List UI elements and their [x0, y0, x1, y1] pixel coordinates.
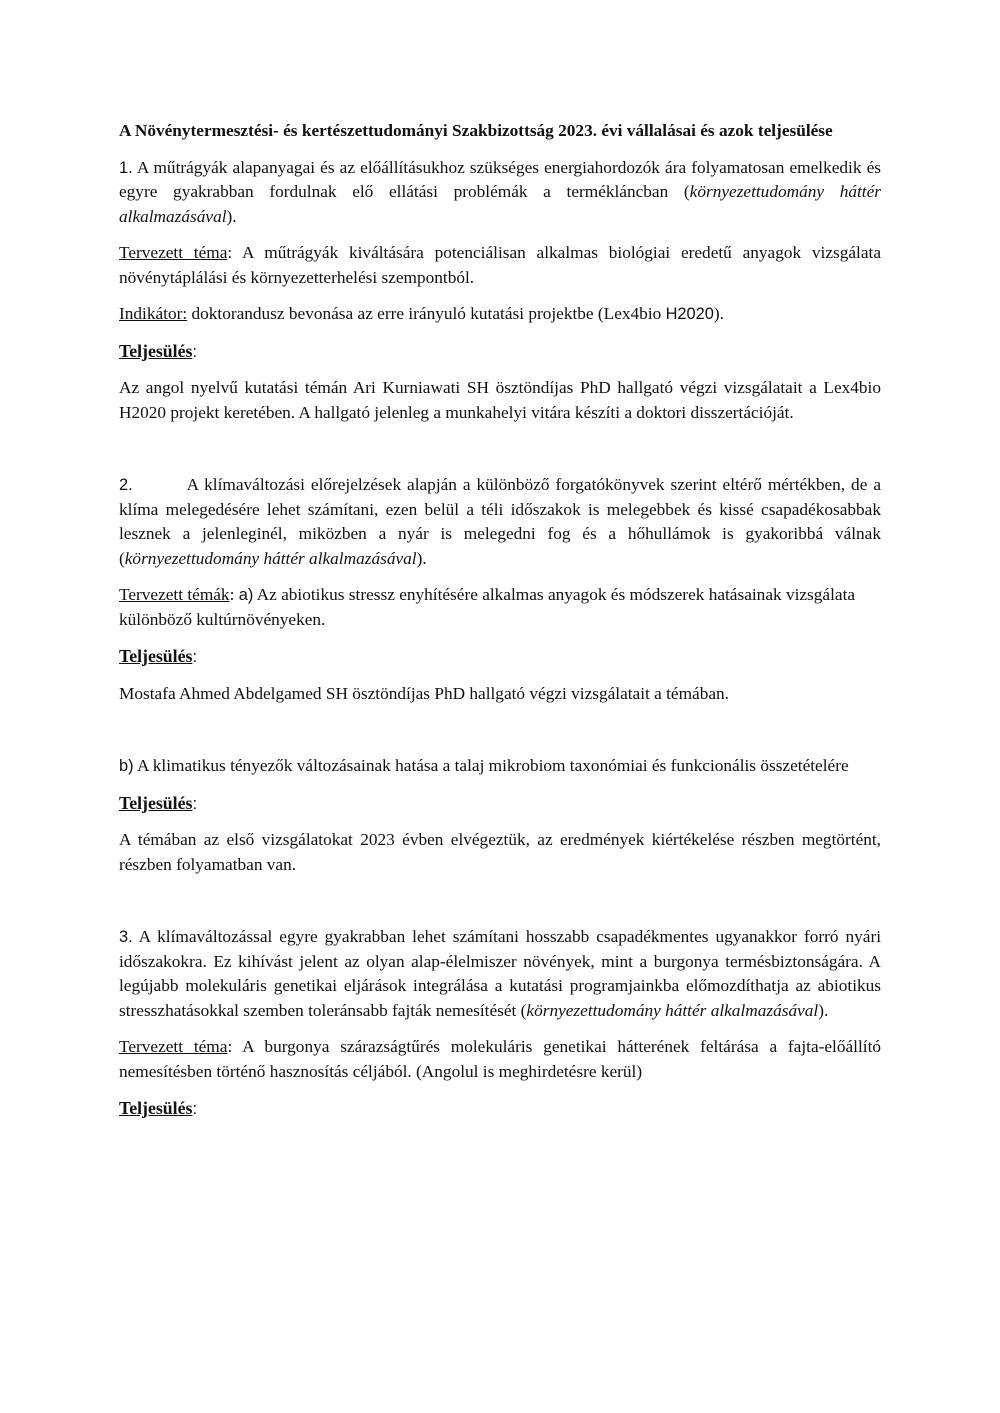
item-3-paragraph: [119, 925, 881, 1023]
fulfilment-colon: :: [192, 794, 197, 813]
item-1-fulfilment-text: Az angol nyelvű kutatási témán Ari Kurniawati SH ösztöndíjas PhD hallgató végzi vizsgálatait a Lex4bio H2020 projekt keretében. A hallgató jelenleg a munkahelyi vitára készíti a doktori disszertációját.: [119, 378, 881, 422]
fulfilment-label: Teljesülés: [119, 340, 193, 361]
document-title: A Növénytermesztési- és kertészettudományi Szakbizottság 2023. évi vállalásai és azok teljesülése: [119, 121, 833, 140]
topic-b-marker: b): [119, 757, 134, 775]
item-1-indicator: [119, 302, 881, 327]
fulfilment-label: Teljesülés: [119, 792, 193, 813]
item-1-fulfilment-heading: [119, 339, 881, 365]
item-2-paragraph: [119, 473, 881, 571]
item-2a-fulfilment-text: Mostafa Ahmed Abdelgamed SH ösztöndíjas PhD hallgató végzi vizsgálatait a témában.: [119, 683, 729, 703]
item-3-italic: környezettudomány háttér alkalmazásával: [526, 1000, 819, 1020]
item-1-paragraph: [119, 156, 881, 230]
item-2-text: A klímaváltozási előrejelzések alapján a különböző forgatókönyvek szerint eltérő mértékben, de a klíma melegedésére lehet számítani, ezen belül a téli időszakok is melegebbek és kissé csapadékosabbak lesznek a jelenleginél, miközben a nyár is melegedni fog és a hőhullámok is gyakoribbá válnak (: [119, 475, 881, 568]
item-3-planned-topic: [119, 1035, 881, 1084]
topic-a-text: Az abiotikus stressz enyhítésére alkalmas anyagok és módszerek hatásainak vizsgálata különböző kultúrnövényeken.: [119, 585, 856, 629]
spacer: [119, 706, 881, 754]
planned-topic-label: Tervezett téma: [119, 1037, 228, 1056]
item-3-text: A klímaváltozással egyre gyakrabban lehet számítani hosszabb csapadékmentes ugyanakkor forró nyári időszakokra. Ez kihívást jelent az olyan alap-élelmiszer növények, mint a burgonya termésbiztonságára. A legújabb molekuláris genetikai eljárások integrálása a kutatási programjainkba előmozdíthatja az abiotikus stresszhatásokkal szemben toleránsabb fajták nemesítését (: [119, 927, 881, 1020]
item-1-tail: ).: [226, 206, 237, 226]
item-2-tail: ).: [416, 548, 427, 568]
item-2b-fulfilment-text: A témában az első vizsgálatokat 2023 évben elvégeztük, az eredmények kiértékelése részben megtörtént, részben folyamatban van.: [119, 830, 881, 874]
item-3-tail: ).: [818, 1000, 829, 1020]
planned-topic-text: : A műtrágyák kiváltására potenciálisan alkalmas biológiai eredetű anyagok vizsgálata növénytáplálási és környezetterhelési szempontból.: [119, 243, 881, 287]
planned-topic-text: : A burgonya szárazságtűrés molekuláris genetikai hátterének feltárása a fajta-előállító nemesítésben történő hasznosítás céljából. (Angolul is meghirdetésre kerül): [119, 1037, 882, 1081]
item-2a-fulfilment-heading: [119, 644, 881, 670]
topic-b-text: A klimatikus tényezők változásainak hatása a talaj mikrobiom taxonómiai és funkcionális összetételére: [133, 756, 849, 775]
item-1-planned-topic: [119, 241, 881, 290]
indicator-label: Indikátor:: [119, 304, 188, 323]
item-2-italic: környezettudomány háttér alkalmazásával: [124, 548, 417, 568]
indicator-tail: ).: [713, 304, 724, 323]
spacer: [119, 877, 881, 925]
planned-topic-label: Tervezett téma: [119, 243, 228, 262]
indicator-text: doktorandusz bevonása az erre irányuló kutatási projektbe (Lex4bio: [187, 304, 666, 323]
indicator-program: H2020: [665, 305, 714, 323]
item-1-text: A műtrágyák alapanyagai és az előállításukhoz szükséges energiahordozók ára folyamatosan emelkedik és egyre gyakrabban fordulnak elő ellátási problémák a termékláncban (: [119, 157, 881, 201]
fulfilment-colon: :: [192, 648, 197, 666]
spacer: [119, 425, 881, 473]
planned-topics-label: Tervezett témák: [119, 585, 230, 604]
item-2b-fulfilment-heading: [119, 791, 881, 817]
planned-topics-colon: :: [229, 585, 239, 604]
fulfilment-colon: :: [192, 1100, 197, 1118]
topic-a-marker: a): [238, 586, 254, 604]
item-1-italic: környezettudomány háttér alkalmazásával: [119, 182, 881, 226]
fulfilment-label: Teljesülés: [119, 646, 193, 666]
fulfilment-colon: :: [192, 342, 197, 361]
item-3-number: 3.: [119, 928, 133, 946]
item-2-number: 2.: [119, 476, 133, 494]
item-3-fulfilment-heading: [119, 1096, 881, 1122]
document-body: [119, 119, 881, 1122]
item-2-planned-topics: [119, 583, 881, 632]
item-2b-topic: [119, 754, 881, 779]
fulfilment-label: Teljesülés: [119, 1098, 193, 1118]
item-1-number: 1.: [119, 158, 133, 177]
